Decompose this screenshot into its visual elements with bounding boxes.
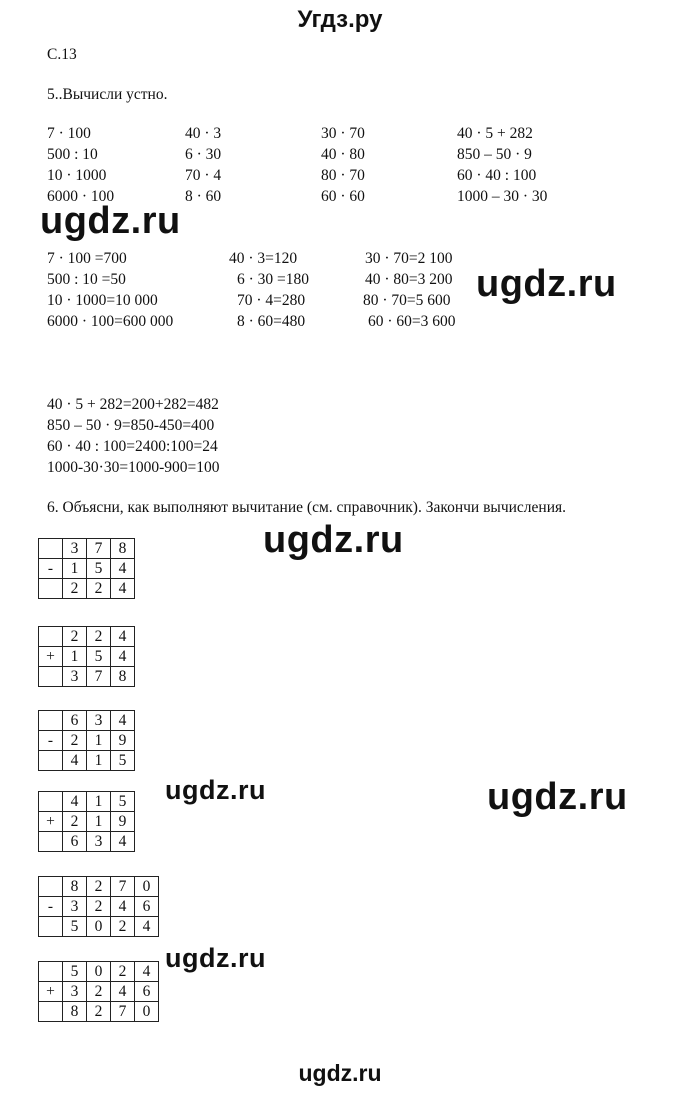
answer: 60 · 40 : 100=2400:100=24 bbox=[47, 438, 218, 455]
expression: 40 · 3 bbox=[185, 125, 222, 142]
table-cell: 2 bbox=[87, 982, 111, 1002]
watermark: ugdz.ru bbox=[165, 943, 266, 973]
table-row bbox=[39, 711, 135, 731]
answer: 40 · 3=120 bbox=[229, 250, 298, 267]
column-addition-table bbox=[38, 626, 135, 687]
table-cell bbox=[39, 667, 63, 687]
table-cell: 2 bbox=[111, 962, 135, 982]
table-cell: 3 bbox=[87, 711, 111, 731]
table-row bbox=[39, 627, 135, 647]
expression: 30 · 70 bbox=[321, 125, 365, 142]
table-cell: 5 bbox=[87, 647, 111, 667]
table-cell: 8 bbox=[63, 1002, 87, 1022]
expression: 40 · 80 bbox=[321, 146, 365, 163]
expression: 6 · 30 bbox=[185, 146, 222, 163]
table-row bbox=[39, 792, 135, 812]
table-cell: + bbox=[39, 647, 63, 667]
answer: 10 · 1000=10 000 bbox=[47, 292, 158, 309]
answer: 8 · 60=480 bbox=[237, 313, 306, 330]
table-cell: 4 bbox=[111, 832, 135, 852]
expression: 6000 · 100 bbox=[47, 188, 115, 205]
table-row bbox=[39, 1002, 159, 1022]
table-cell: 4 bbox=[135, 917, 159, 937]
table-row bbox=[39, 877, 159, 897]
table-cell bbox=[39, 711, 63, 731]
table-cell: 4 bbox=[111, 647, 135, 667]
table-cell: 6 bbox=[63, 711, 87, 731]
table-cell: 5 bbox=[63, 917, 87, 937]
table-cell: 4 bbox=[111, 711, 135, 731]
page-reference: С.13 bbox=[47, 46, 77, 63]
column-subtraction-table bbox=[38, 710, 135, 771]
table-cell: 9 bbox=[111, 731, 135, 751]
table-cell: 0 bbox=[87, 962, 111, 982]
table-cell: - bbox=[39, 559, 63, 579]
table-cell: 5 bbox=[111, 751, 135, 771]
answer: 850 – 50 · 9=850-450=400 bbox=[47, 417, 215, 434]
table-cell: 1 bbox=[87, 792, 111, 812]
table-cell: 2 bbox=[87, 1002, 111, 1022]
table-cell: + bbox=[39, 982, 63, 1002]
table-cell: 2 bbox=[87, 877, 111, 897]
table-cell: 2 bbox=[111, 917, 135, 937]
answer: 60 · 60=3 600 bbox=[368, 313, 456, 330]
expression: 60 · 40 : 100 bbox=[457, 167, 537, 184]
expression: 10 · 1000 bbox=[47, 167, 107, 184]
table-row bbox=[39, 559, 135, 579]
table-cell: 2 bbox=[87, 627, 111, 647]
expression: 80 · 70 bbox=[321, 167, 365, 184]
table-cell: 1 bbox=[63, 647, 87, 667]
table-cell: 2 bbox=[63, 579, 87, 599]
answer: 7 · 100 =700 bbox=[47, 250, 127, 267]
table-row bbox=[39, 897, 159, 917]
expression: 500 : 10 bbox=[47, 146, 98, 163]
table-cell: 2 bbox=[87, 897, 111, 917]
watermark: ugdz.ru bbox=[165, 775, 266, 805]
table-cell: + bbox=[39, 812, 63, 832]
table-cell: 9 bbox=[111, 812, 135, 832]
footer-watermark: ugdz.ru bbox=[298, 1060, 382, 1086]
table-row bbox=[39, 962, 159, 982]
table-cell: 2 bbox=[63, 731, 87, 751]
answer: 6 · 30 =180 bbox=[237, 271, 310, 288]
table-cell bbox=[39, 579, 63, 599]
table-cell: 6 bbox=[63, 832, 87, 852]
table-cell: 4 bbox=[63, 751, 87, 771]
table-cell: 8 bbox=[63, 877, 87, 897]
table-cell: 6 bbox=[135, 982, 159, 1002]
task6-title: 6. Объясни, как выполняют вычитание (см. справочник). Закончи вычисления. bbox=[47, 499, 567, 516]
table-cell: 0 bbox=[87, 917, 111, 937]
table-cell: 4 bbox=[63, 792, 87, 812]
column-subtraction-table bbox=[38, 876, 159, 937]
expression: 40 · 5 + 282 bbox=[457, 125, 533, 142]
expression: 8 · 60 bbox=[185, 188, 222, 205]
answer: 70 · 4=280 bbox=[237, 292, 306, 309]
table-cell: 3 bbox=[63, 539, 87, 559]
table-cell: 2 bbox=[87, 579, 111, 599]
table-cell: 2 bbox=[63, 812, 87, 832]
table-cell: 4 bbox=[111, 559, 135, 579]
table-cell: 4 bbox=[111, 982, 135, 1002]
table-cell bbox=[39, 539, 63, 559]
answer: 30 · 70=2 100 bbox=[365, 250, 453, 267]
answer: 500 : 10 =50 bbox=[47, 271, 126, 288]
table-cell: - bbox=[39, 897, 63, 917]
table-cell: 5 bbox=[87, 559, 111, 579]
table-cell bbox=[39, 627, 63, 647]
table-cell: 1 bbox=[87, 731, 111, 751]
table-cell: 6 bbox=[135, 897, 159, 917]
table-cell: 3 bbox=[63, 897, 87, 917]
table-cell: 3 bbox=[63, 982, 87, 1002]
watermark: ugdz.ru bbox=[40, 200, 181, 242]
table-row bbox=[39, 917, 159, 937]
table-cell: 5 bbox=[63, 962, 87, 982]
table-cell: 3 bbox=[87, 832, 111, 852]
table-row bbox=[39, 982, 159, 1002]
table-row bbox=[39, 539, 135, 559]
table-cell: 2 bbox=[63, 627, 87, 647]
table-cell: 4 bbox=[111, 897, 135, 917]
expression: 1000 – 30 · 30 bbox=[457, 188, 548, 205]
watermark: ugdz.ru bbox=[476, 263, 617, 305]
answer: 40 · 5 + 282=200+282=482 bbox=[47, 396, 219, 413]
table-row bbox=[39, 812, 135, 832]
table-row bbox=[39, 579, 135, 599]
table-cell: 1 bbox=[87, 812, 111, 832]
table-cell: 7 bbox=[87, 667, 111, 687]
expression: 850 – 50 · 9 bbox=[457, 146, 532, 163]
table-cell bbox=[39, 962, 63, 982]
table-cell: 3 bbox=[63, 667, 87, 687]
answer: 80 · 70=5 600 bbox=[363, 292, 451, 309]
table-cell bbox=[39, 751, 63, 771]
table-cell: 0 bbox=[135, 877, 159, 897]
table-cell: 4 bbox=[111, 627, 135, 647]
table-row bbox=[39, 647, 135, 667]
table-cell: 8 bbox=[111, 667, 135, 687]
table-cell: 7 bbox=[111, 1002, 135, 1022]
task5-title: 5..Вычисли устно. bbox=[47, 86, 168, 103]
expression: 70 · 4 bbox=[185, 167, 222, 184]
column-addition-table bbox=[38, 791, 135, 852]
table-cell: 5 bbox=[111, 792, 135, 812]
table-cell: - bbox=[39, 731, 63, 751]
table-cell: 1 bbox=[87, 751, 111, 771]
table-row bbox=[39, 667, 135, 687]
watermark: ugdz.ru bbox=[263, 519, 404, 561]
expression: 7 · 100 bbox=[47, 125, 91, 142]
site-title: Угдз.ру bbox=[297, 6, 383, 33]
table-row bbox=[39, 751, 135, 771]
watermark: ugdz.ru bbox=[487, 776, 628, 818]
table-cell bbox=[39, 832, 63, 852]
answer: 40 · 80=3 200 bbox=[365, 271, 453, 288]
table-cell: 0 bbox=[135, 1002, 159, 1022]
table-cell: 7 bbox=[87, 539, 111, 559]
answer: 1000-30·30=1000-900=100 bbox=[47, 459, 220, 476]
table-cell: 4 bbox=[111, 579, 135, 599]
table-row bbox=[39, 731, 135, 751]
table-cell: 7 bbox=[111, 877, 135, 897]
column-subtraction-table bbox=[38, 538, 135, 599]
table-cell: 4 bbox=[135, 962, 159, 982]
table-row bbox=[39, 832, 135, 852]
table-cell bbox=[39, 792, 63, 812]
answer: 6000 · 100=600 000 bbox=[47, 313, 174, 330]
table-cell bbox=[39, 917, 63, 937]
table-cell: 8 bbox=[111, 539, 135, 559]
column-addition-table bbox=[38, 961, 159, 1022]
expression: 60 · 60 bbox=[321, 188, 365, 205]
table-cell: 1 bbox=[63, 559, 87, 579]
table-cell bbox=[39, 1002, 63, 1022]
table-cell bbox=[39, 877, 63, 897]
